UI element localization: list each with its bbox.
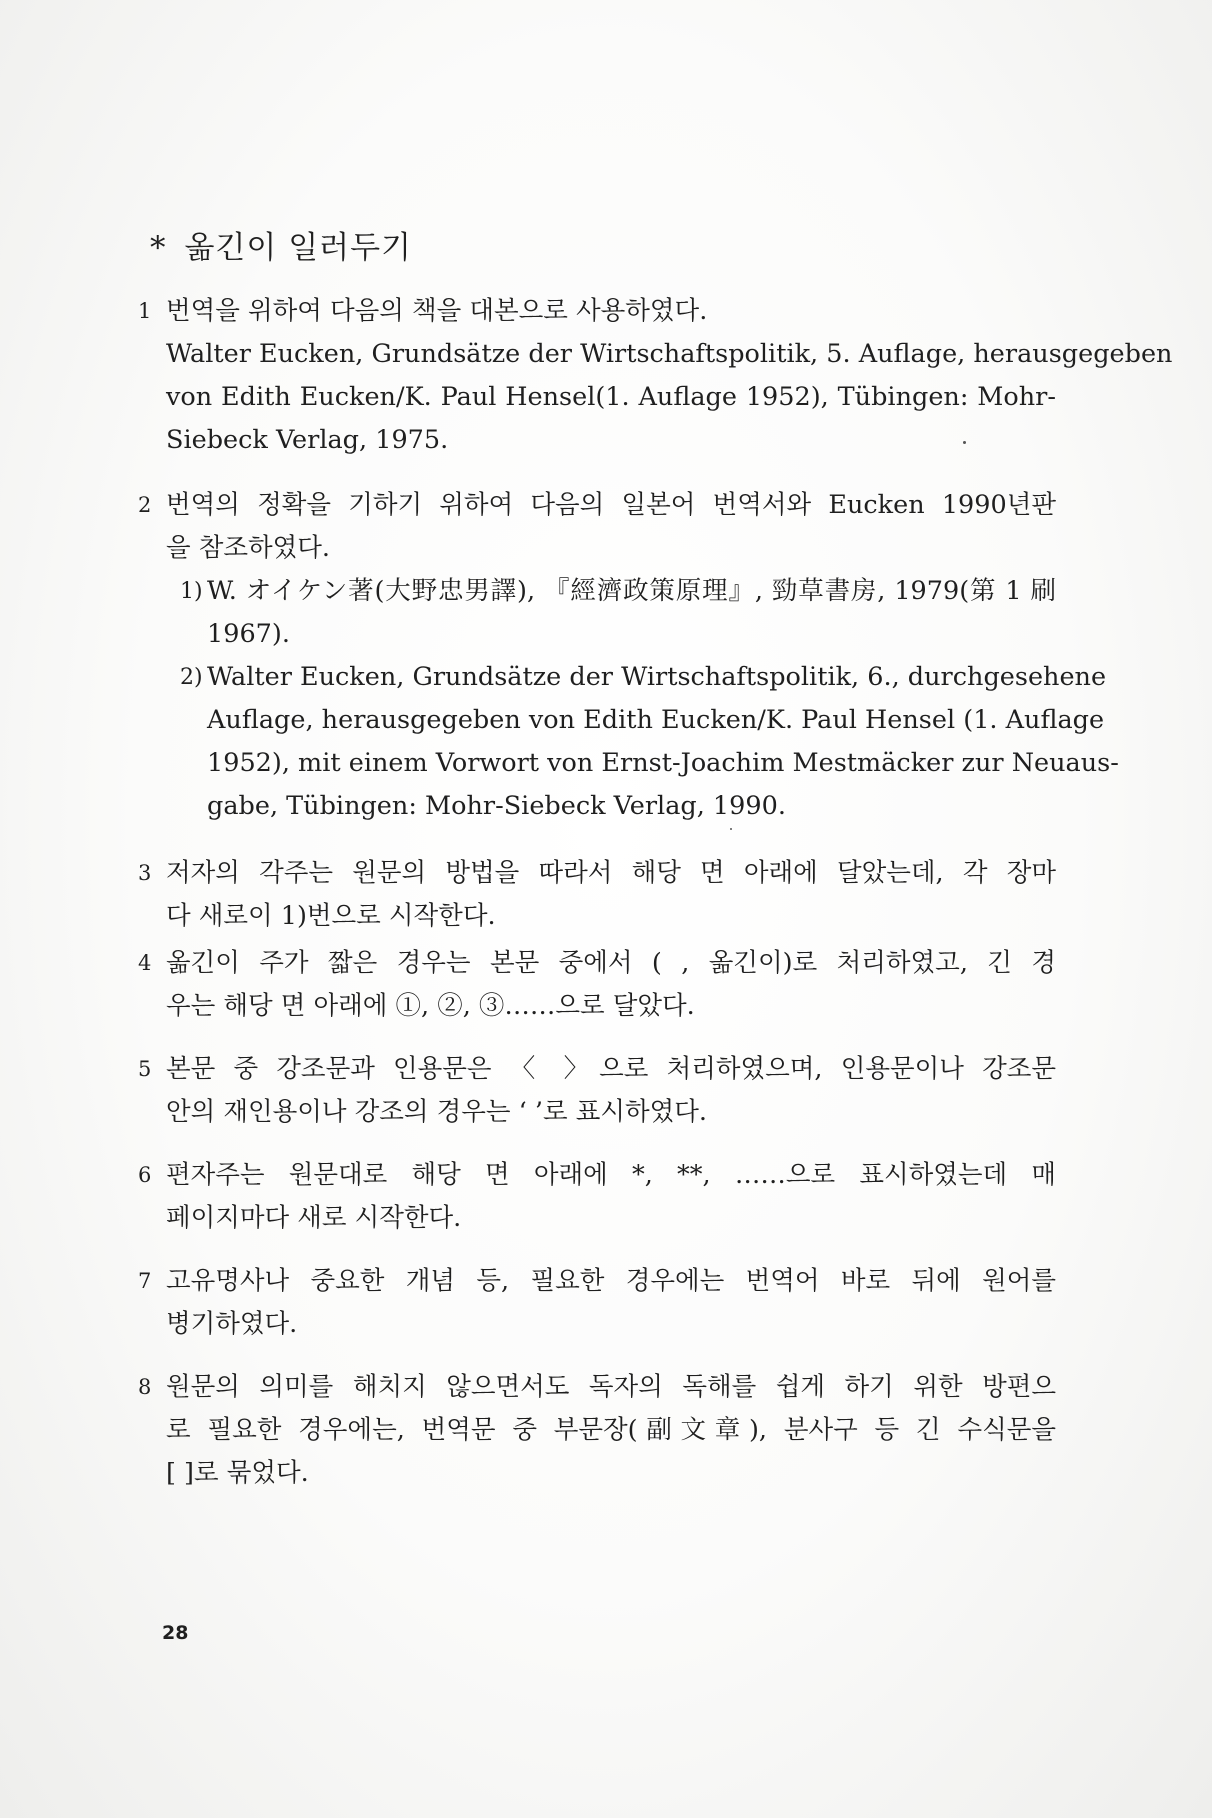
note-item-3 — [138, 852, 1056, 938]
note-item-7 — [138, 1260, 1056, 1346]
note-line: 병기하였다. — [166, 1309, 298, 1339]
heading-asterisk: * — [150, 230, 167, 266]
note-line: 고유명사나 중요한 개념 등, 필요한 경우에는 번역어 바로 뒤에 원어를 — [166, 1266, 1056, 1296]
note-line: 본문 중 강조문과 인용문은 〈 〉으로 처리하였으며, 인용문이나 강조문 — [166, 1054, 1056, 1084]
page-heading — [150, 222, 412, 267]
note-item-4 — [138, 942, 1056, 1028]
reference-number: 1) — [180, 579, 203, 604]
reference-line: Walter Eucken, Grundsätze der Wirtschaftspolitik, 6., durchgesehene — [207, 662, 1107, 692]
note-number: 6 — [138, 1163, 152, 1187]
note-line: 우는 해당 면 아래에 ①, ②, ③……으로 달았다. — [166, 991, 695, 1021]
heading-title: 옮긴이 일러두기 — [184, 230, 412, 266]
note-line: Siebeck Verlag, 1975. — [166, 425, 449, 455]
note-line: 편자주는 원문대로 해당 면 아래에 *, **, ……으로 표시하였는데 매 — [166, 1160, 1056, 1190]
reference-2 — [166, 656, 1119, 828]
note-item-1 — [138, 290, 1173, 462]
note-item-8 — [138, 1366, 1056, 1495]
note-item-2 — [138, 484, 1119, 828]
note-line: 을 참조하였다. — [166, 533, 331, 563]
note-number: 4 — [138, 951, 152, 975]
note-number: 2 — [138, 493, 152, 517]
scan-speck — [963, 441, 966, 444]
note-line: 번역의 정확을 기하기 위하여 다음의 일본어 번역서와 Eucken 1990년판 — [166, 490, 1056, 520]
note-line: 저자의 각주는 원문의 방법을 따라서 해당 면 아래에 달았는데, 각 장마 — [166, 858, 1056, 888]
note-line: 원문의 의미를 해치지 않으면서도 독자의 독해를 쉽게 하기 위한 방편으 — [166, 1372, 1056, 1402]
reference-line: 1967). — [207, 619, 290, 649]
note-line: 페이지마다 새로 시작한다. — [166, 1203, 462, 1233]
reference-1 — [166, 570, 1056, 656]
reference-line: Auflage, herausgegeben von Edith Eucken/K. Paul Hensel (1. Auflage — [207, 705, 1105, 735]
note-line: 번역을 위하여 다음의 책을 대본으로 사용하였다. — [166, 296, 708, 326]
reference-line: gabe, Tübingen: Mohr-Siebeck Verlag, 1990. — [207, 791, 786, 821]
note-number: 3 — [138, 861, 152, 885]
reference-number: 2) — [180, 665, 203, 690]
note-line: [ ]로 묶었다. — [166, 1458, 309, 1488]
reference-line: 1952), mit einem Vorwort von Ernst-Joachim Mestmäcker zur Neuaus- — [207, 748, 1119, 778]
note-item-5 — [138, 1048, 1056, 1134]
note-line: 로 필요한 경우에는, 번역문 중 부문장(副文章), 분사구 등 긴 수식문을 — [166, 1415, 1056, 1445]
notes-list — [138, 290, 1173, 1515]
scan-speck — [730, 828, 732, 830]
note-number: 7 — [138, 1269, 152, 1293]
note-line: Walter Eucken, Grundsätze der Wirtschaftspolitik, 5. Auflage, herausgegeben — [166, 339, 1173, 369]
note-line: 안의 재인용이나 강조의 경우는 ‘ ’로 표시하였다. — [166, 1097, 707, 1127]
note-number: 1 — [138, 299, 152, 323]
note-line: von Edith Eucken/K. Paul Hensel(1. Auflage 1952), Tübingen: Mohr- — [166, 382, 1056, 412]
note-line: 다 새로이 1)번으로 시작한다. — [166, 901, 496, 931]
note-item-6 — [138, 1154, 1056, 1240]
reference-line: W. オイケン著(大野忠男譯), 『經濟政策原理』, 勁草書房, 1979(第 1 刷 — [207, 576, 1056, 606]
note-line: 옮긴이 주가 짧은 경우는 본문 중에서 ( , 옮긴이)로 처리하였고, 긴 경 — [166, 948, 1056, 978]
page-number: 28 — [162, 1622, 189, 1644]
note-number: 5 — [138, 1057, 152, 1081]
note-number: 8 — [138, 1375, 152, 1399]
